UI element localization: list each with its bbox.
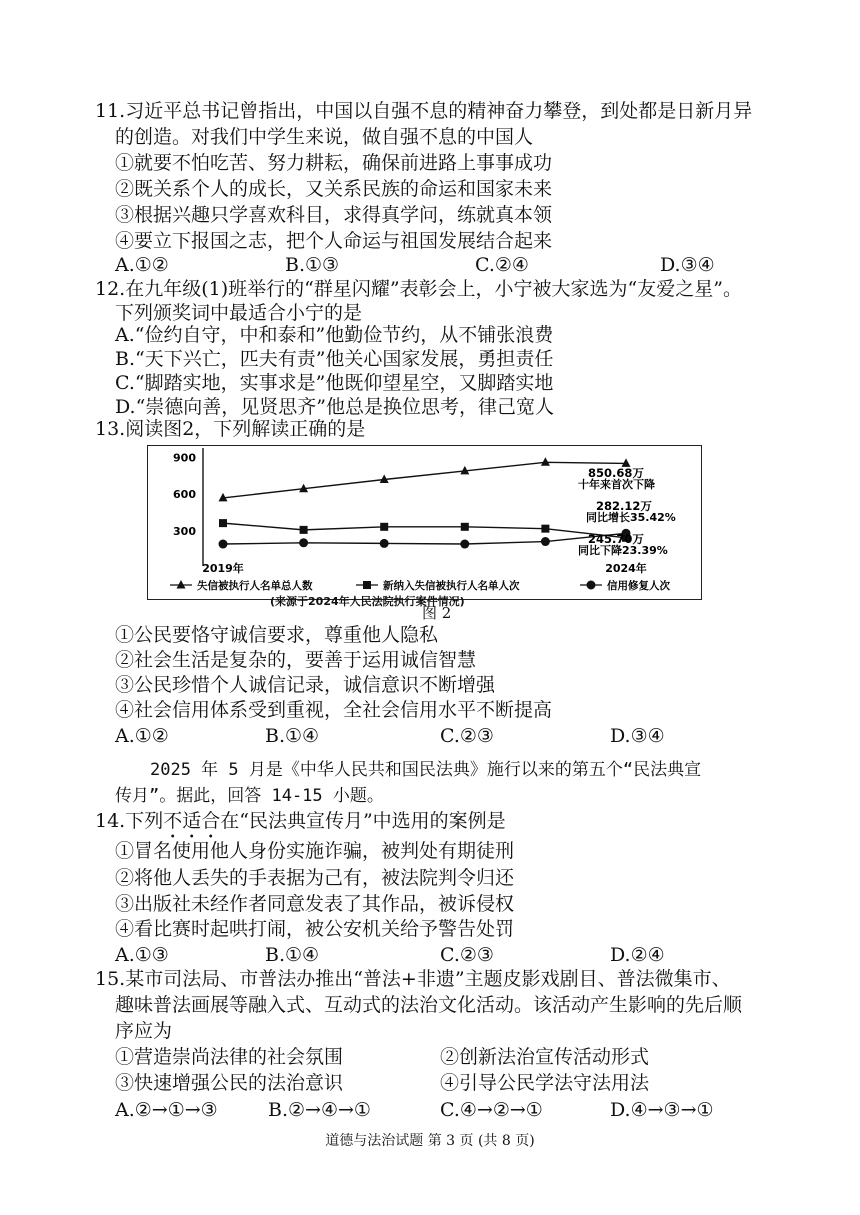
q15-option-d[interactable]: D.④→③→① [610,1099,714,1121]
q15-item-4: ④引导公民学法守法用法 [440,1072,650,1094]
q13-item-3: ③公民珍惜个人诚信记录，诚信意识不断增强 [115,674,496,696]
series-2-point [541,525,549,533]
q13-item-4: ④社会信用体系受到重视，全社会信用水平不断提高 [115,699,553,721]
y-tick-label: 300 [173,525,196,539]
q15-option-a[interactable]: A.②→①→③ [115,1099,218,1121]
series-2-point [300,526,308,534]
series-2-point [461,523,469,531]
chart-source-note: (来源于2024年人民法院执行案件情况) [270,595,465,608]
q11-item-3: ③根据兴趣只学喜欢科目，求得真学问，练就真本领 [115,204,553,226]
q15-stem-line2: 趣味普法画展等融入式、互动式的法治文化活动。该活动产生影响的先后顺 [115,994,743,1016]
q11-stem-line2: 的创造。对我们中学生来说，做自强不息的中国人 [115,126,534,148]
q13-item-1: ①公民要恪守诚信要求，尊重他人隐私 [115,624,439,646]
q11-option-b[interactable]: B.①③ [285,254,340,276]
annotation-note: 同比下降23.39% [578,544,668,557]
legend-label: 信用修复人次 [607,580,670,592]
q13-stem: 13.阅读图2，下列解读正确的是 [95,418,366,440]
q14-item-1: ①冒名使用他人身份实施诈骗，被判处有期徒刑 [115,840,515,862]
series-line-1 [223,462,626,498]
page-footer: 道德与法治试题 第 3 页 (共 8 页) [325,1133,535,1149]
q14-item-2: ②将他人丢失的手表据为己有，被法院判令归还 [115,867,515,889]
q14-stem-suffix: 在“民法典宣传月”中选用的案例是 [220,810,506,832]
q14-stem-emphasis: 不适合 [163,810,221,832]
series-2-point [380,523,388,531]
figure-2-chart [147,445,702,600]
series-3-point [299,538,308,547]
q15-item-2: ②创新法治宣传活动形式 [440,1046,650,1068]
legend-label: 失信被执行人名单总人数 [197,580,313,592]
intro-line2: 传月”。据此，回答 14-15 小题。 [115,786,384,806]
series-line-3 [223,533,626,544]
legend-marker [363,581,371,589]
annotation-note: 十年来首次下降 [578,478,655,491]
q11-stem-line1: 11.习近平总书记曾指出，中国以自强不息的精神奋力攀登，到处都是日新月异 [95,100,753,122]
line-chart [148,446,700,598]
q12-option-b[interactable]: B.“天下兴亡，匹夫有责”他关心国家发展，勇担责任 [115,348,554,370]
y-tick-label: 900 [173,451,196,465]
legend-marker [587,581,596,590]
q12-option-d[interactable]: D.“崇德向善，见贤思齐”他总是换位思考，律己宽人 [115,396,555,418]
series-3-point [541,537,550,546]
annotation-note: 同比增长35.42% [586,511,676,524]
series-3-point [380,539,389,548]
q11-option-d[interactable]: D.③④ [660,254,715,276]
q13-option-a[interactable]: A.①② [115,725,169,747]
annotation-value: 282.12万 [596,499,652,513]
q15-item-3: ③快速增强公民的法治意识 [115,1072,344,1094]
series-3-point [460,540,469,549]
q11-option-c[interactable]: C.②④ [475,254,529,276]
q15-item-1: ①营造崇尚法律的社会氛围 [115,1046,344,1068]
q12-stem-line2: 下列颁奖词中最适合小宁的是 [115,302,363,324]
q11-option-a[interactable]: A.①② [115,254,169,276]
q14-option-d[interactable]: D.②④ [610,944,665,966]
y-tick-label: 600 [173,488,196,502]
figure-caption: 图 2 [422,604,452,622]
legend-marker [177,580,186,589]
series-1-point [541,457,550,466]
series-line-2 [223,523,626,538]
x-tick-label: 2019年 [202,562,244,575]
q15-stem-line3: 序应为 [115,1020,173,1042]
q14-option-c[interactable]: C.②③ [440,944,494,966]
intro-line1: 2025 年 5 月是《中华人民共和国民法典》施行以来的第五个“民法典宣 [150,760,702,780]
q14-item-3: ③出版社未经作者同意发表了其作品，被诉侵权 [115,893,515,915]
q14-option-a[interactable]: A.①③ [115,944,169,966]
annotation-value: 850.68万 [588,466,644,480]
q11-item-2: ②既关系个人的成长，又关系民族的命运和国家未来 [115,178,553,200]
q12-option-c[interactable]: C.“脚踏实地，实事求是”他既仰望星空，又脚踏实地 [115,372,554,394]
q15-stem-line1: 15.某市司法局、市普法办推出“普法+非遗”主题皮影戏剧目、普法微集市、 [95,968,731,990]
series-2-point [219,519,227,527]
q12-stem-line1: 12.在九年级(1)班举行的“群星闪耀”表彰会上，小宁被大家选为“友爱之星”。 [95,278,742,300]
q13-item-2: ②社会生活是复杂的，要善于运用诚信智慧 [115,649,477,671]
q14-item-4: ④看比赛时起哄打闹，被公安机关给予警告处罚 [115,918,515,940]
q12-option-a[interactable]: A.“俭约自守，中和泰和”他勤俭节约，从不铺张浪费 [115,324,554,346]
legend-label: 新纳入失信被执行人名单人次 [383,580,520,592]
q14-stem-prefix: 14.下列 [95,810,164,832]
x-tick-label: 2024年 [605,562,647,575]
q11-item-4: ④要立下报国之志，把个人命运与祖国发展结合起来 [115,230,553,252]
q15-option-c[interactable]: C.④→②→① [440,1099,543,1121]
q13-option-d[interactable]: D.③④ [610,725,665,747]
q11-item-1: ①就要不怕吃苦、努力耕耘，确保前进路上事事成功 [115,152,553,174]
series-3-point [219,540,228,549]
q14-option-b[interactable]: B.①④ [265,944,320,966]
q13-option-b[interactable]: B.①④ [265,725,320,747]
q13-option-c[interactable]: C.②③ [440,725,494,747]
annotation-value: 245.70万 [588,532,644,546]
q15-option-b[interactable]: B.②→④→① [268,1099,371,1121]
